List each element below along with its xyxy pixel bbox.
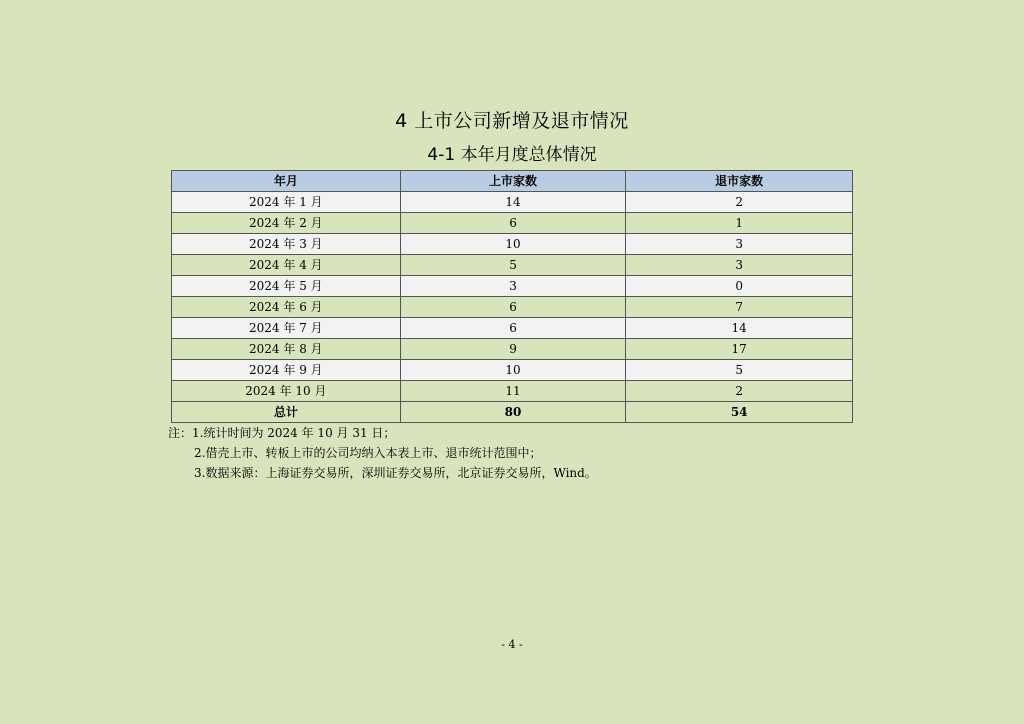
cell-month: 2024 年 6 月: [172, 297, 401, 318]
note-line: 2.借壳上市、转板上市的公司均纳入本表上市、退市统计范围中；: [194, 446, 542, 460]
table-row: [172, 318, 853, 339]
table-row: [172, 276, 853, 297]
cell-delisted: 7: [626, 297, 853, 318]
cell-month: 2024 年 5 月: [172, 276, 401, 297]
cell-listed: 10: [400, 234, 626, 255]
monthly-summary-table: [171, 170, 853, 423]
cell-delisted: 17: [626, 339, 853, 360]
cell-month: 2024 年 10 月: [172, 381, 401, 402]
page-number: - 4 -: [501, 638, 523, 651]
cell-delisted: 2: [626, 381, 853, 402]
cell-month: 2024 年 9 月: [172, 360, 401, 381]
cell-month: 2024 年 8 月: [172, 339, 401, 360]
cell-month: 2024 年 2 月: [172, 213, 401, 234]
total-label: 总计: [172, 402, 401, 423]
cell-listed: 6: [400, 213, 626, 234]
table-notes: [168, 423, 597, 483]
cell-month: 2024 年 3 月: [172, 234, 401, 255]
header-month: 年月: [172, 171, 401, 192]
cell-delisted: 14: [626, 318, 853, 339]
table-title: 4-1 本年月度总体情况: [427, 145, 597, 165]
table-row: [172, 255, 853, 276]
cell-delisted: 0: [626, 276, 853, 297]
cell-delisted: 2: [626, 192, 853, 213]
cell-delisted: 3: [626, 234, 853, 255]
table-row: [172, 297, 853, 318]
table-row: [172, 234, 853, 255]
cell-delisted: 3: [626, 255, 853, 276]
table-row: [172, 381, 853, 402]
cell-listed: 6: [400, 318, 626, 339]
cell-listed: 3: [400, 276, 626, 297]
header-delisted-count: 退市家数: [626, 171, 853, 192]
table-total-row: [172, 402, 853, 423]
note-line: 3.数据来源：上海证券交易所，深圳证券交易所，北京证券交易所，Wind。: [194, 466, 597, 480]
header-listed-count: 上市家数: [400, 171, 626, 192]
cell-month: 2024 年 4 月: [172, 255, 401, 276]
cell-listed: 9: [400, 339, 626, 360]
page-title: 4 上市公司新增及退市情况: [395, 110, 629, 132]
table-row: [172, 192, 853, 213]
total-delisted: 54: [626, 402, 853, 423]
table-row: [172, 339, 853, 360]
cell-listed: 5: [400, 255, 626, 276]
cell-delisted: 1: [626, 213, 853, 234]
cell-listed: 10: [400, 360, 626, 381]
table-row: [172, 213, 853, 234]
cell-listed: 11: [400, 381, 626, 402]
total-listed: 80: [400, 402, 626, 423]
cell-delisted: 5: [626, 360, 853, 381]
cell-month: 2024 年 7 月: [172, 318, 401, 339]
cell-listed: 6: [400, 297, 626, 318]
table-row: [172, 360, 853, 381]
note-line: 注：1.统计时间为 2024 年 10 月 31 日；: [168, 426, 396, 440]
table-header-row: [172, 171, 853, 192]
cell-month: 2024 年 1 月: [172, 192, 401, 213]
cell-listed: 14: [400, 192, 626, 213]
